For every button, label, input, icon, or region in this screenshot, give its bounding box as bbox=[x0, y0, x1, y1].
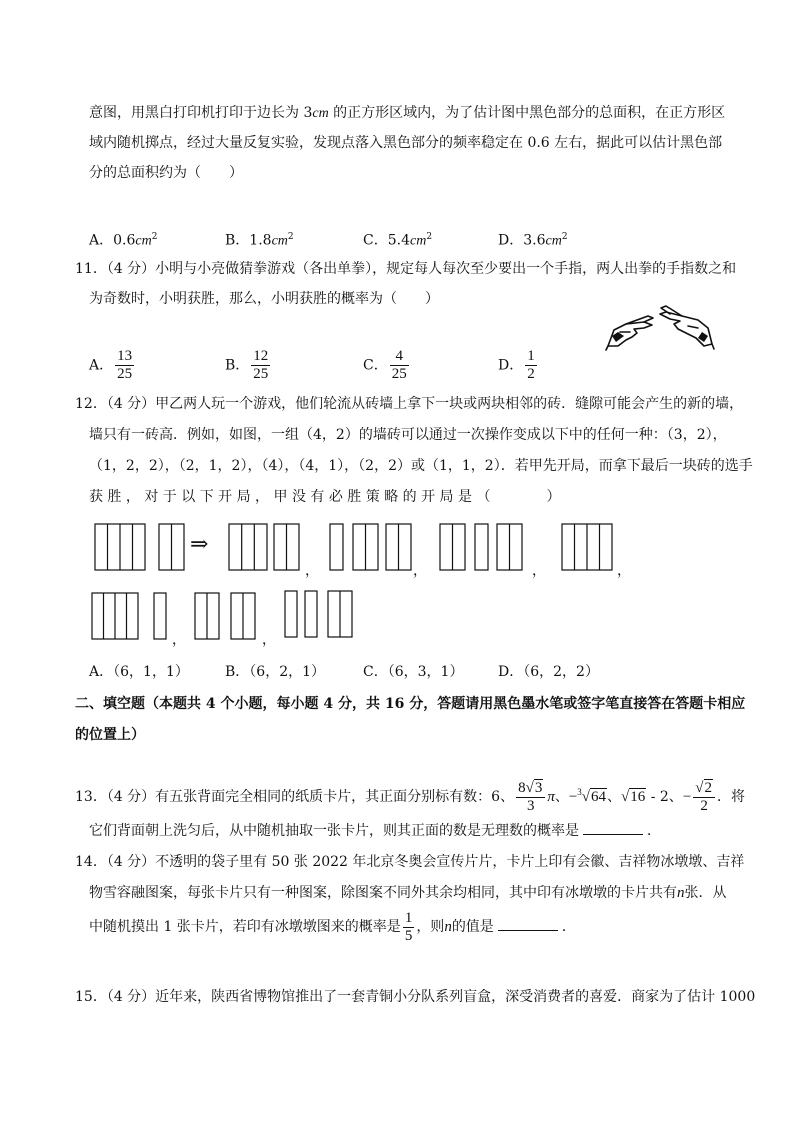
q12-line3: （1，2，2），（2，1，2），（4），（4，1），（2，2）或（1，1，2）．若甲先开局，而拿下最后一块砖的选手 bbox=[89, 458, 753, 474]
option-value: 3.6 bbox=[523, 232, 546, 249]
q10-line2: 域内随机掷点，经过大量反复实验，发现点落入黑色部分的频率稳定在 0.6 左右，据此可以估计黑色部 bbox=[89, 135, 723, 151]
q14-line2 bbox=[89, 883, 727, 903]
option-fraction bbox=[251, 348, 270, 383]
option-letter: C． bbox=[363, 664, 388, 680]
q10-option-d[interactable] bbox=[498, 227, 568, 252]
q14-line3b: ，则 bbox=[416, 919, 445, 935]
fraction-numerator: 1 bbox=[404, 909, 413, 926]
period: ． bbox=[561, 919, 576, 935]
fraction-denominator: 3 bbox=[526, 798, 535, 814]
q14-line3c: 的值是 bbox=[451, 919, 494, 935]
q10-option-b[interactable] bbox=[225, 227, 294, 252]
option-value: （6，2，1） bbox=[249, 664, 326, 680]
sqrt-expr: √16 bbox=[621, 789, 646, 805]
q10-line1-text: 意图，用黑白打印机打印于边长为 3 bbox=[89, 105, 313, 121]
q14-line2a: 物雪容融图案，每张卡片只有一种图案，除图案不同外其余均相同，其中印有冰墩墩的卡片共有 bbox=[89, 885, 677, 901]
option-letter: D． bbox=[498, 232, 524, 249]
q10-line1b: 的正方形区域内，为了估计图中黑色部分的总面积，在正方形区 bbox=[328, 105, 726, 121]
wall-4-1 bbox=[92, 593, 166, 639]
wall-1-2-2 bbox=[330, 524, 411, 570]
separator: 、 bbox=[607, 789, 622, 805]
radicand: 16 bbox=[630, 789, 646, 805]
option-value: 5.4 bbox=[387, 232, 410, 249]
q13-fraction-2 bbox=[693, 779, 715, 815]
q14-line3a: 中随机摸出 1 张卡片，若印有冰墩墩图来的概率是 bbox=[89, 919, 401, 935]
q14-line3 bbox=[89, 907, 576, 947]
option-exp: 2 bbox=[426, 232, 433, 242]
q10-option-a[interactable] bbox=[89, 227, 157, 252]
option-unit: cm bbox=[135, 233, 152, 249]
q14-line1: 14．（4 分）不透明的袋子里有 50 张 2022 年北京冬奥会宣传片片，卡片上印有会徽、吉祥物冰墩墩、吉祥 bbox=[75, 854, 745, 870]
radicand: 2 bbox=[704, 780, 713, 796]
variable-n: n bbox=[444, 919, 452, 935]
q11-option-a[interactable] bbox=[89, 348, 136, 383]
fraction-denominator: 2 bbox=[700, 798, 708, 814]
option-exp: 2 bbox=[287, 232, 294, 242]
q13-line2-text: 它们背面朝上洗匀后，从中随机抽取一张卡片，则其正面的数是无理数的概率是 bbox=[89, 823, 579, 839]
q11-option-b[interactable] bbox=[225, 348, 272, 383]
pi-symbol: π bbox=[547, 789, 555, 805]
q11-option-c[interactable] bbox=[363, 348, 411, 383]
fraction-numerator: √2 bbox=[693, 779, 715, 798]
answer-blank[interactable] bbox=[498, 916, 558, 931]
option-letter: A． bbox=[89, 664, 114, 680]
q14-fraction bbox=[403, 910, 415, 945]
q12-option-b[interactable] bbox=[225, 662, 325, 682]
option-letter: A． bbox=[89, 357, 114, 374]
hands-icon bbox=[604, 302, 716, 352]
fraction-denominator: 25 bbox=[117, 366, 133, 382]
option-letter: C． bbox=[363, 232, 388, 249]
comma: ， bbox=[413, 563, 427, 579]
q14-line2b: 张．从 bbox=[684, 885, 727, 901]
option-unit: cm bbox=[409, 233, 427, 249]
q12-line2: 墙只有一砖高．例如，如图，一组（4，2）的墙砖可以通过一次操作变成以下中的任何一种：（3，2）， bbox=[89, 427, 727, 443]
q12-line1: 12．（4 分）甲乙两人玩一个游戏，他们轮流从砖墙上拿下一块或两块相邻的砖．缝隙可能会产生的新的墙， bbox=[75, 396, 744, 412]
minus-sign: − bbox=[568, 789, 578, 805]
q10-line1 bbox=[89, 103, 725, 124]
section-heading: 二、填空题（本题共 4 个小题，每小题 4 分，共 16 分，答题请用黑色墨水笔或签字笔直接答在答题卡相应 bbox=[75, 696, 746, 712]
answer-blank[interactable] bbox=[583, 820, 643, 835]
q12-option-a[interactable] bbox=[89, 662, 189, 682]
root-index: 3 bbox=[577, 787, 582, 797]
comma: ， bbox=[172, 632, 186, 648]
q13-tail: ．将 bbox=[717, 789, 746, 805]
q15-line1: 15．（4 分）近年来，陕西省博物馆推出了一套青铜小分队系列盲盒，深受消费者的喜爱．商家为了估计 1000 bbox=[75, 989, 756, 1005]
q13-fraction-1 bbox=[516, 779, 545, 815]
option-value: （6，3，1） bbox=[387, 664, 464, 680]
minus-sign: − bbox=[682, 789, 692, 805]
option-unit: cm bbox=[545, 233, 562, 249]
q13-prefix: 13．（4 分）有五张背面完全相同的纸质卡片，其正面分别标有数：6、 bbox=[75, 789, 515, 805]
q13-line1 bbox=[75, 772, 745, 817]
option-letter: C． bbox=[363, 357, 388, 374]
q12-line4: 获 胜 ， 对 于 以 下 开 局 ， 甲 没 有 必 胜 策 略 的 开 局 是 （ ） bbox=[89, 489, 561, 505]
option-fraction bbox=[115, 348, 134, 383]
wall-1-1-2 bbox=[285, 591, 352, 637]
coef: 8 bbox=[518, 780, 526, 796]
option-letter: B． bbox=[225, 357, 250, 374]
fraction-numerator: 4 bbox=[390, 348, 409, 366]
period: ． bbox=[647, 823, 661, 839]
wall-4 bbox=[562, 524, 612, 570]
option-exp: 2 bbox=[561, 232, 568, 242]
transform-arrow: ⇒ bbox=[190, 532, 209, 557]
q10-option-c[interactable] bbox=[363, 227, 432, 252]
fraction-denominator: 25 bbox=[253, 366, 269, 382]
option-unit: cm bbox=[271, 233, 288, 249]
fraction-denominator: 5 bbox=[404, 927, 413, 944]
option-fraction bbox=[525, 348, 537, 383]
comma: ， bbox=[305, 563, 319, 579]
separator: 、 bbox=[554, 789, 569, 805]
option-value: （6，2，2） bbox=[523, 664, 599, 680]
option-letter: A． bbox=[89, 232, 114, 249]
minus-two: - 2、 bbox=[646, 789, 683, 805]
variable-n: n bbox=[677, 885, 685, 901]
option-exp: 2 bbox=[151, 232, 158, 242]
option-fraction bbox=[390, 348, 409, 383]
wall-2-1-2 bbox=[440, 524, 522, 570]
wall-3-2 bbox=[229, 524, 299, 570]
wall-4-2 bbox=[95, 524, 184, 570]
option-value: （6，1，1） bbox=[113, 664, 189, 680]
q11-line1: 11．（4 分）小明与小亮做猜拳游戏（各出单拳），规定每人每次至少要出一个手指，两人出拳的手指数之和 bbox=[75, 261, 737, 277]
fraction-numerator: 13 bbox=[117, 348, 133, 364]
q12-option-d[interactable] bbox=[498, 662, 599, 682]
option-letter: D． bbox=[498, 664, 524, 680]
q12-option-c[interactable] bbox=[363, 662, 463, 682]
section-heading-line2: 的位置上） bbox=[75, 727, 145, 743]
cube-root-expr: $^3$√64 bbox=[577, 787, 607, 805]
q10-line3: 分的总面积约为（ ） bbox=[89, 165, 243, 181]
option-letter: B． bbox=[225, 664, 250, 680]
q11-option-d[interactable] bbox=[498, 348, 539, 383]
option-value: 0.6 bbox=[113, 232, 136, 249]
q13-line2 bbox=[89, 820, 661, 841]
option-letter: B． bbox=[225, 232, 250, 249]
comma: ， bbox=[262, 632, 276, 648]
fraction-denominator: 2 bbox=[527, 366, 535, 382]
fraction-numerator: 1 bbox=[527, 348, 535, 364]
q10-unit: cm bbox=[312, 106, 329, 121]
q11-line2: 为奇数时，小明获胜，那么，小明获胜的概率为（ ） bbox=[89, 291, 439, 307]
option-value: 1.8 bbox=[249, 232, 272, 249]
wall-2-2 bbox=[195, 593, 255, 639]
fraction-numerator: 12 bbox=[253, 348, 269, 364]
sqrt-expr: √3 bbox=[525, 780, 543, 796]
fraction-numerator bbox=[516, 779, 545, 798]
comma: ， bbox=[532, 563, 546, 579]
comma: ， bbox=[617, 563, 631, 579]
fraction-denominator: 25 bbox=[391, 366, 407, 382]
radicand: 3 bbox=[534, 780, 543, 796]
radicand: 64 bbox=[591, 789, 607, 805]
option-letter: D． bbox=[498, 357, 524, 374]
